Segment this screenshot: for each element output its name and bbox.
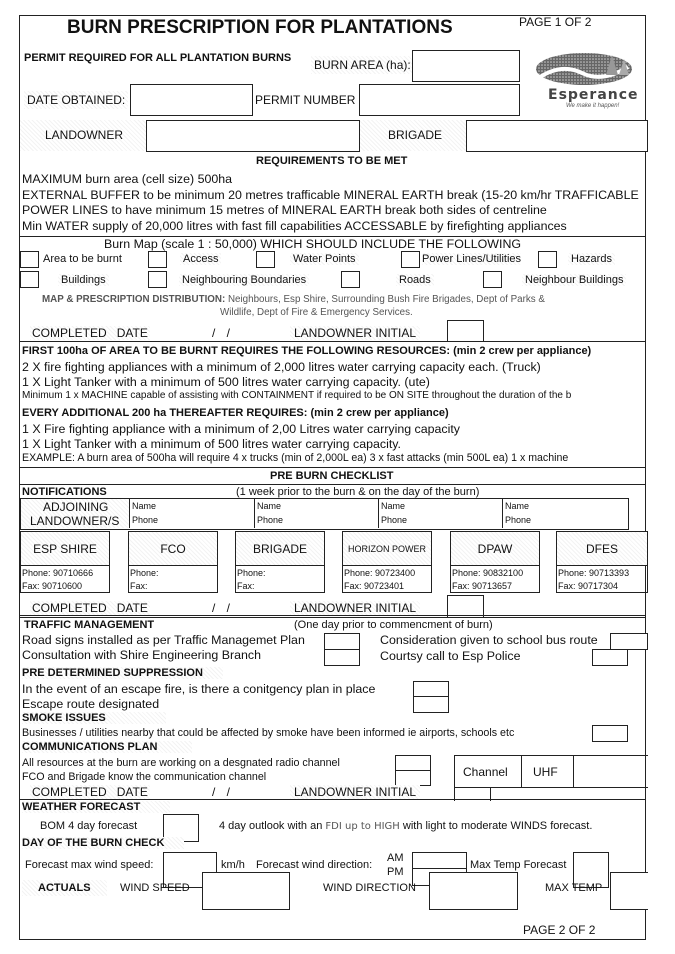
wind-direction-label: Forecast wind direction: xyxy=(256,859,373,871)
checkbox-label: Power Lines/Utilities xyxy=(422,253,522,265)
actual-max-temp-label: MAX TEMP xyxy=(545,882,603,894)
example-text: EXAMPLE: A burn area of 500ha will require 4 x trucks (min of 2,000L ea) 3 x fast attacks (min 500L ea) 1 x machine xyxy=(22,452,569,464)
actuals-label: ACTUALS xyxy=(22,880,107,896)
agency-fax: Fax: 90723401 xyxy=(344,581,405,591)
burn-map-title: Burn Map (scale 1 : 50,000) WHICH SHOULD INCLUDE THE FOLLOWING xyxy=(104,237,522,251)
actual-max-temp-input[interactable] xyxy=(610,872,648,910)
agency-brigade xyxy=(235,531,325,593)
brigade-input[interactable] xyxy=(466,120,648,152)
permit-number-input[interactable] xyxy=(359,84,520,116)
agency-dfes xyxy=(556,531,648,593)
completed-label: COMPLETED DATE xyxy=(32,601,148,615)
checkbox-roads[interactable] xyxy=(341,271,360,288)
agency-phone[interactable]: Phone: xyxy=(237,568,266,578)
landowner-initial-input[interactable] xyxy=(447,595,484,617)
logo-tagline: We make it happen! xyxy=(566,103,620,109)
completed-date-slashes[interactable]: / / xyxy=(212,326,231,340)
checkbox-consultation[interactable] xyxy=(324,649,360,666)
max-temp-forecast-label: Max Temp Forecast xyxy=(470,859,567,871)
agency-fax: Fax: 90710600 xyxy=(22,581,83,591)
smoke-title: SMOKE ISSUES xyxy=(22,712,166,724)
actual-wind-direction-input[interactable] xyxy=(429,872,518,910)
agency-horizon-power xyxy=(342,531,432,593)
completed-date-slashes[interactable]: / / xyxy=(212,601,231,615)
landowner-contact-2[interactable]: Name Phone xyxy=(254,499,379,528)
landowner-initial-label: LANDOWNER INITIAL xyxy=(290,326,420,340)
traffic-item-police: Courtsy call to Esp Police xyxy=(380,649,521,663)
landowner-initial-input[interactable] xyxy=(447,320,484,342)
distribution-label: MAP & PRESCRIPTION DISTRIBUTION: xyxy=(42,294,226,305)
requirements-title: REQUIREMENTS TO BE MET xyxy=(256,155,408,167)
channel-input[interactable] xyxy=(573,756,649,787)
completed-label: COMPLETED DATE xyxy=(32,785,148,799)
smoke-item: Businesses / utilities nearby that could be affected by smoke have been informed ie airports, schools etc xyxy=(22,727,515,739)
checkbox-label: Access xyxy=(180,253,221,265)
notifications-title: NOTIFICATIONS xyxy=(22,486,107,498)
traffic-item-consultation: Consultation with Shire Engineering Branch xyxy=(22,648,262,662)
checkbox-road-signs[interactable] xyxy=(324,633,360,650)
date-obtained-input[interactable] xyxy=(130,84,253,116)
divider xyxy=(20,615,645,618)
adjoining-label: ADJOINING xyxy=(43,500,109,514)
requirement-line: EXTERNAL BUFFER to be minimum 20 metres trafficable MINERAL EARTH break (15-20 km/hr TRAFFICABLE xyxy=(22,187,639,202)
checkbox-label: Neighbouring Boundaries xyxy=(179,274,309,286)
agency-name: ESP SHIRE xyxy=(21,532,109,566)
resource-line: 1 X Light Tanker with a minimum of 500 litres water carrying capacity. (ute) xyxy=(22,375,430,389)
resource-line: 1 X Light Tanker with a minimum of 500 litres water carrying capacity. xyxy=(22,437,401,451)
landowner-initial-label: LANDOWNER INITIAL xyxy=(290,601,420,615)
first-100ha-list xyxy=(22,360,541,390)
page-number-bottom: PAGE 2 OF 2 xyxy=(523,923,596,937)
checkbox-label: Area to be burnt xyxy=(43,253,122,265)
checkbox-neighbour-buildings[interactable] xyxy=(483,271,502,288)
checkbox-police[interactable] xyxy=(592,649,628,666)
agency-name: DPAW xyxy=(451,532,539,566)
requirement-line: Min WATER supply of 20,000 litres with fast fill capabilities ACCESSABLE by firefighting appliances xyxy=(22,218,567,233)
agency-name: BRIGADE xyxy=(236,532,324,566)
traffic-item-school-bus: Consideration given to school bus route xyxy=(380,633,598,647)
actual-wind-speed-label: WIND SPEED xyxy=(120,882,190,894)
first-100ha-title: FIRST 100ha OF AREA TO BE BURNT REQUIRES THE FOLLOWING RESOURCES: (min 2 crew per appliance) xyxy=(22,345,592,357)
traffic-note: (One day prior to commencment of burn) xyxy=(294,619,493,631)
uhf-label: UHF xyxy=(533,765,558,779)
completed-label: COMPLETED DATE xyxy=(32,326,148,340)
checkbox-channel-known[interactable] xyxy=(395,770,431,786)
checkbox-label: Hazards xyxy=(568,253,615,265)
traffic-item-road-signs: Road signs installed as per Traffic Managemet Plan xyxy=(22,633,305,647)
machine-requirement: Minimum 1 x MACHINE capable of assisting with CONTAINMENT if required to be ON SITE throughout the duration of the b xyxy=(22,390,572,401)
weather-title: WEATHER FORECAST xyxy=(22,801,170,813)
agency-fax[interactable]: Fax: xyxy=(237,581,255,591)
brigade-label: BRIGADE xyxy=(388,128,443,142)
agency-fax: Fax: 90713657 xyxy=(452,581,513,591)
date-obtained-label: DATE OBTAINED: xyxy=(24,91,128,109)
actual-wind-direction-label: WIND DIRECTION xyxy=(323,882,416,894)
suppression-item-contingency: In the event of an escape fire, is there a conitgency plan in place xyxy=(22,682,376,696)
comms-title: COMMUNICATIONS PLAN xyxy=(22,741,192,753)
burn-prescription-form xyxy=(19,15,646,940)
landowner-contact-4[interactable]: Name Phone xyxy=(502,499,628,528)
permit-required-text: PERMIT REQUIRED FOR ALL PLANTATION BURNS xyxy=(24,52,292,64)
landowner-contact-1[interactable]: Name Phone xyxy=(129,499,255,528)
day-check-title: DAY OF THE BURN CHECK xyxy=(22,837,184,849)
completed-date-slashes[interactable]: / / xyxy=(212,785,231,799)
requirements-list xyxy=(22,172,645,234)
checkbox-label: Buildings xyxy=(58,274,109,286)
notifications-note: (1 week prior to the burn & on the day of the burn) xyxy=(236,486,480,498)
bom-forecast-label: BOM 4 day forecast xyxy=(40,820,138,832)
requirement-line: POWER LINES to have minimum 15 metres of MINERAL EARTH break both sides of centreline xyxy=(22,203,547,217)
agency-fax: Fax: 90717304 xyxy=(558,581,619,591)
resource-line: 2 X fire fighting appliances with a minimum of 2,000 litres water carrying capacity each. (Truck) xyxy=(22,360,541,374)
landowner-initial-label: LANDOWNER INITIAL xyxy=(290,785,420,799)
burn-area-label: BURN AREA (ha): xyxy=(311,56,414,74)
checkbox-area-to-be-burnt[interactable] xyxy=(20,251,39,268)
agency-phone: Phone: 90832100 xyxy=(452,568,524,578)
suppression-item-escape-route: Escape route designated xyxy=(22,697,160,711)
agency-esp-shire xyxy=(20,531,110,593)
actual-wind-speed-input[interactable] xyxy=(202,872,290,910)
agency-dpaw xyxy=(450,531,540,593)
checkbox-label: Neighbour Buildings xyxy=(522,274,626,286)
traffic-title: TRAFFIC MANAGEMENT xyxy=(24,619,155,631)
agency-name: HORIZON POWER xyxy=(343,532,431,566)
agency-phone: Phone: 90713393 xyxy=(558,568,630,578)
comms-item-channel: FCO and Brigade know the communication channel xyxy=(22,771,267,783)
adjoining-landowners-table xyxy=(20,498,629,530)
landowner-input[interactable] xyxy=(146,120,360,152)
pm-label: PM xyxy=(387,866,404,878)
checkbox-hazards[interactable] xyxy=(538,251,557,268)
permit-number-label: PERMIT NUMBER xyxy=(255,93,356,107)
comms-item-radio: All resources at the burn are working on a desgnated radio channel xyxy=(22,757,340,769)
divider xyxy=(20,341,645,342)
distribution-text-2: Wildlife, Dept of Fire & Emergency Services. xyxy=(220,307,413,318)
checkbox-buildings[interactable] xyxy=(20,271,39,288)
landowner-contact-3[interactable]: Name Phone xyxy=(378,499,503,528)
checkbox-power-lines[interactable] xyxy=(401,251,420,268)
burn-area-input[interactable] xyxy=(412,50,520,82)
checkbox-school-bus[interactable] xyxy=(610,633,648,650)
agency-phone: Phone: 90723400 xyxy=(344,568,416,578)
divider xyxy=(20,484,645,485)
am-label: AM xyxy=(387,852,404,864)
channel-label: Channel xyxy=(463,765,508,779)
checkbox-escape-route[interactable] xyxy=(413,696,449,713)
agency-name: DFES xyxy=(557,532,647,566)
requirement-line: MAXIMUM burn area (cell size) 500ha xyxy=(22,172,233,186)
checkbox-access[interactable] xyxy=(148,251,167,268)
checkbox-water-points[interactable] xyxy=(256,251,275,268)
shire-logo xyxy=(532,49,639,111)
agency-fax[interactable]: Fax: xyxy=(130,581,148,591)
resource-line: 1 X Fire fighting appliance with a minimum of 2,00 Litres water carrying capacity xyxy=(22,422,460,436)
wind-speed-label: Forecast max wind speed: xyxy=(25,859,154,871)
additional-200ha-list xyxy=(22,422,460,452)
divider xyxy=(20,799,645,800)
adjoining-label-2: LANDOWNER/S xyxy=(30,514,120,528)
channel-table xyxy=(454,755,648,788)
checkbox-smoke[interactable] xyxy=(592,725,628,742)
checklist-title: PRE BURN CHECKLIST xyxy=(270,470,394,482)
logo-name: Esperance xyxy=(548,87,639,103)
checkbox-radio-channel[interactable] xyxy=(395,755,431,771)
checkbox-neighbouring-boundaries[interactable] xyxy=(148,271,167,288)
checkbox-label: Water Points xyxy=(290,253,359,265)
wind-speed-unit: km/h xyxy=(221,859,245,871)
form-title: BURN PRESCRIPTION FOR PLANTATIONS xyxy=(67,17,453,38)
agency-name: FCO xyxy=(129,532,217,566)
agency-phone[interactable]: Phone: xyxy=(130,568,159,578)
additional-200ha-title: EVERY ADDITIONAL 200 ha THEREAFTER REQUIRES: (min 2 crew per appliance) xyxy=(22,407,449,419)
agency-phone: Phone: 90710666 xyxy=(22,568,94,578)
distribution-text: MAP & PRESCRIPTION DISTRIBUTION: Neighbours, Esp Shire, Surrounding Bush Fire Brigades, Dept of Parks & xyxy=(42,294,545,305)
suppression-title: PRE DETERMINED SUPPRESSION xyxy=(22,667,223,679)
checkbox-label: Roads xyxy=(396,274,434,286)
agency-fco xyxy=(128,531,218,593)
page-number-top: PAGE 1 OF 2 xyxy=(519,15,592,29)
divider xyxy=(20,467,645,468)
landowner-label: LANDOWNER xyxy=(45,128,124,142)
outlook-text: 4 day outlook with an FDI up to HIGH with light to moderate WINDS forecast. xyxy=(219,820,593,832)
